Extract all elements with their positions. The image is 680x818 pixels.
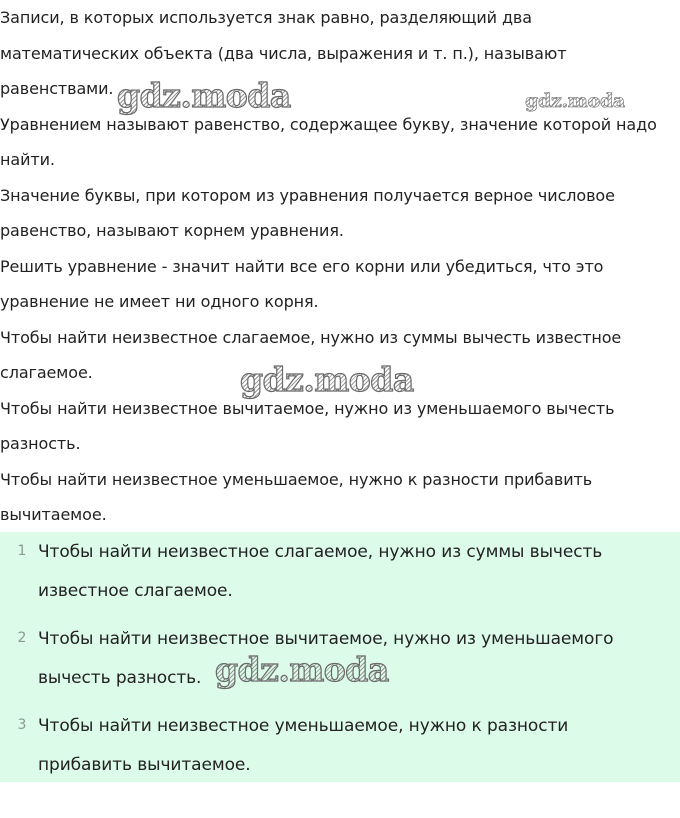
paragraph-equality-definition: Записи, в которых используется знак равно, разделяющий два математических объекта (два числа, выражения и т. п.), называют равенствами.: [0, 8, 567, 98]
paragraph-unknown-minuend: Чтобы найти неизвестное уменьшаемое, нужно к разности прибавить вычитаемое.: [0, 469, 593, 524]
paragraph-equation-definition: Уравнением называют равенство, содержащее букву, значение которой надо найти.: [0, 114, 657, 169]
watermark-logo: gdz.moda: [240, 360, 414, 399]
paragraph-unknown-subtrahend: Чтобы найти неизвестное вычитаемое, нужно из уменьшаемого вычесть разность.: [0, 398, 615, 453]
paragraph-solve-definition: Решить уравнение - значит найти все его корни или убедиться, что это уравнение не имеет ни одного корня.: [0, 256, 604, 311]
list-item-text: Чтобы найти неизвестное уменьшаемое, нужно к разности прибавить вычитаемое.: [38, 716, 569, 775]
paragraph-root-definition: Значение буквы, при котором из уравнения получается верное числовое равенство, называют корнем уравнения.: [0, 185, 615, 240]
watermark-logo-small: gdz.moda: [525, 90, 625, 112]
list-item-number: 1: [17, 543, 27, 559]
watermark-logo: gdz.moda: [215, 650, 389, 689]
list-item-text: Чтобы найти неизвестное слагаемое, нужно из суммы вычесть известное слагаемое.: [38, 542, 603, 601]
list-item-number: 2: [17, 630, 27, 646]
list-item-text: Чтобы найти неизвестное вычитаемое, нужно из уменьшаемого вычесть разность.: [38, 629, 614, 688]
paragraph-unknown-addend: Чтобы найти неизвестное слагаемое, нужно из суммы вычесть известное слагаемое.: [0, 327, 622, 382]
watermark-logo: gdz.moda: [117, 76, 291, 115]
list-item-number: 3: [17, 717, 27, 733]
